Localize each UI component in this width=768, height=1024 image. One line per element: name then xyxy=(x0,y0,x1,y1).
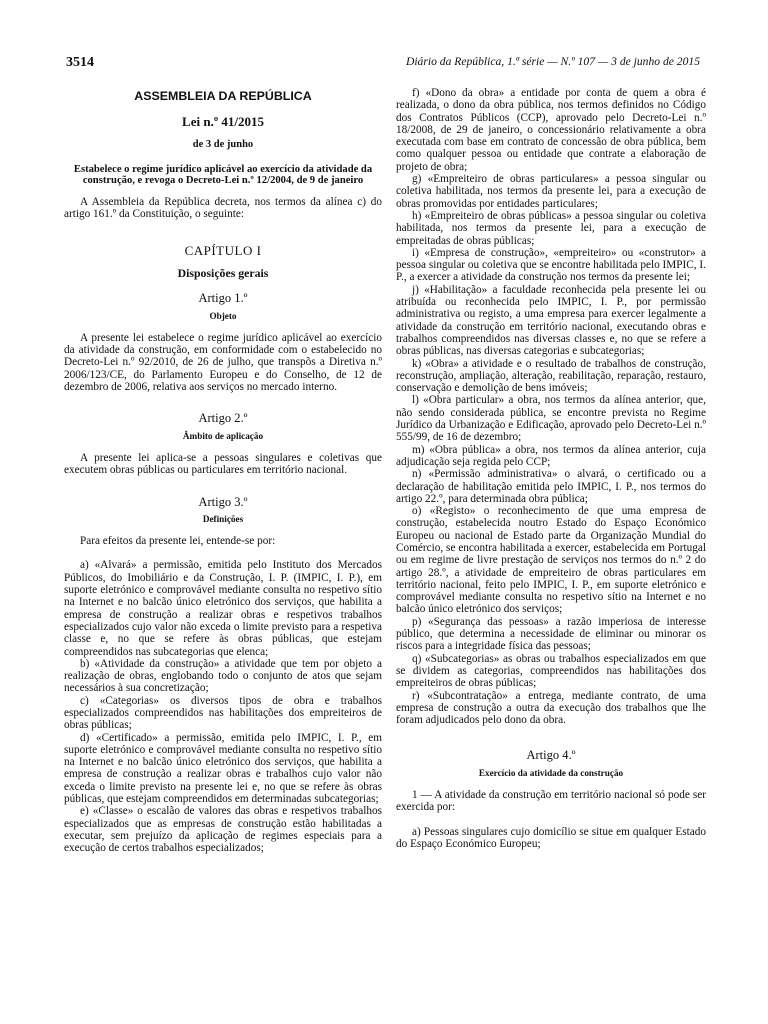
article-2-text: A presente lei aplica-se a pessoas singulares e coletivas que executem obras públicas ou particulares em território nacional. xyxy=(64,451,382,477)
definition-l: l) «Obra particular» a obra, nos termos da alínea anterior, que, não sendo considerada pública, se encontre prevista no Regime Jurídico da Urbanização e Edificação, aprovado pelo Decreto-Lei n.º 555/99, de 16 de dezembro; xyxy=(396,394,706,444)
law-date: de 3 de junho xyxy=(192,138,254,150)
definition-k: k) «Obra» a atividade e o resultado de trabalhos de construção, reconstrução, ampliação, alteração, reabilitação, reparação, restauro, conservação e demolição de bens imóveis; xyxy=(396,357,706,395)
chapter-title: Disposições gerais xyxy=(177,265,269,280)
chapter-heading: CAPÍTULO I xyxy=(184,242,262,258)
article-1-text: A presente lei estabelece o regime jurídico aplicável ao exercício da atividade da construção, em conformidade com o estabelecido no Decreto-Lei n.º 92/2010, de 26 de julho, que transpõs a Diretiva n.º 2006/123/CE, do Parlamento Europeu e do Conselho, de 12 de dezembro de 2006, relativa aos serviços no mercado interno. xyxy=(64,331,382,394)
article-4-epigraph: Exercício da atividade da construção xyxy=(478,767,624,778)
definition-b: b) «Atividade da construção» a atividade que tem por objeto a realização de obras, englobando todo o conjunto de atos que sejam necessários à sua concretização; xyxy=(64,657,382,695)
definition-p: p) «Segurança das pessoas» a razão imperiosa de interesse público, que determina a necessidade de eliminar ou minorar os riscos para a integridade física das pessoas; xyxy=(396,615,706,653)
law-subject: Estabelece o regime jurídico aplicável ao exercício da atividade da construção, e revoga o Decreto-Lei n.º 12/2004, de 9 de janeiro xyxy=(73,163,373,187)
page-number: 3514 xyxy=(66,55,94,70)
article-4-heading: Artigo 4.º xyxy=(526,748,576,763)
article-4-paragraph-1: 1 — A atividade da construção em território nacional só pode ser exercida por: xyxy=(396,789,706,814)
definition-j: j) «Habilitação» a faculdade reconhecida pela presente lei ou atribuída ou reconhecida pelo IMPIC, I. P., por permissão administrativa ou registo, a uma empresa para exercer legalmente a atividade da construção em território nacional, executando obras e trabalhos compreendidos nas diversas classes e, no que se refere a obras públicas, nas diversas categorias e subcategorias; xyxy=(396,283,706,358)
definition-e: e) «Classe» o escalão de valores das obras e respetivos trabalhos especializados que as empresas de construção estão habilitadas a executar, sem prejuízo da aplicação de regimes especiais para a execução de certos trabalhos especializados; xyxy=(64,805,382,855)
definition-r: r) «Subcontratação» a entrega, mediante contrato, de uma empresa de construção a outra da execução dos trabalhos que lhe foram adjudicados pelo dono da obra. xyxy=(396,689,706,727)
article-2-epigraph: Âmbito de aplicação xyxy=(182,430,264,441)
article-1-epigraph: Objeto xyxy=(209,310,237,321)
definition-c: c) «Categorias» os diversos tipos de obra e trabalhos especializados compreendidos nas habilitações dos empreiteiros de obras públicas; xyxy=(64,694,382,732)
definition-a: a) «Alvará» a permissão, emitida pelo Instituto dos Mercados Públicos, do Imobiliário e da Construção, I. P. (IMPIC, I. P.), em suporte eletrónico e comprovável mediante consulta no respetivo sítio na Internet e no balcão único eletrónico dos serviços, que habilita a empresa de construção a realizar obras e respetivos trabalhos especializados cujo valor não exceda o limite previsto para a respetiva classe e, no que se refere às obras públicas, que estejam compreendidos nas subcategorias que elenca; xyxy=(64,559,382,658)
article-3-epigraph: Definições xyxy=(202,513,244,524)
definition-n: n) «Permissão administrativa» o alvará, o certificado ou a declaração de habilitação emitida pelo IMPIC, I. P., nos termos do artigo 22.º, para determinada obra pública; xyxy=(396,468,706,505)
article-3-heading: Artigo 3.º xyxy=(198,494,248,509)
journal-title: Diário da República, 1.ª série — N.º 107 — 3 de junho de 2015 xyxy=(405,55,700,68)
issuer-heading: ASSEMBLEIA DA REPÚBLICA xyxy=(134,89,312,103)
article-2-heading: Artigo 2.º xyxy=(198,411,248,426)
article-3-intro: Para efeitos da presente lei, entende-se por: xyxy=(80,535,276,548)
intro-paragraph: A Assembleia da República decreta, nos termos da alínea c) do artigo 161.º da Constituição, o seguinte: xyxy=(64,196,382,221)
definition-g: g) «Empreiteiro de obras particulares» a pessoa singular ou coletiva habilitada, nos termos da presente lei, para a execução de obras promovidas por entidades particulares; xyxy=(396,173,706,210)
article-1-heading: Artigo 1.º xyxy=(198,291,248,306)
definition-o: o) «Registo» o reconhecimento de que uma empresa de construção, estabelecida noutro Estado do Espaço Económico Europeu ou nacional de Estado parte da Organização Mundial do Comércio, se encontra habilitada a exercer, estabelecida em Portugal ou em regime de livre prestação de serviços nos termos do n.º 2 do artigo 28.º, a atividade de empreiteiro de obras particulares em território nacional, feito pelo IMPIC, I. P., em suporte eletrónico e comprovável mediante consulta no respetivo sítio na Internet e no balcão único eletrónico dos serviços; xyxy=(396,505,706,616)
article-4-item-a: a) Pessoas singulares cujo domicílio se situe em qualquer Estado do Espaço Económico Europeu; xyxy=(396,825,706,850)
right-column xyxy=(396,87,706,850)
definition-q: q) «Subcategorias» as obras ou trabalhos especializados em que se dividem as categorias, compreendidos nas habilitações dos empreiteiros de obras públicas; xyxy=(396,652,706,690)
definition-m: m) «Obra pública» a obra, nos termos da alínea anterior, cuja adjudicação seja regida pelo CCP; xyxy=(396,443,706,468)
definition-i: i) «Empresa de construção», «empreiteiro» ou «construtor» a pessoa singular ou coletiva que se encontre habilitada pelo IMPIC, I. P., a exercer a atividade da construção nos termos da presente lei; xyxy=(396,246,706,284)
law-number: Lei n.º 41/2015 xyxy=(182,114,264,130)
definition-h: h) «Empreiteiro de obras públicas» a pessoa singular ou coletiva habilitada, nos termos da presente lei, para a execução de empreitadas de obras públicas; xyxy=(396,209,706,247)
definition-f: f) «Dono da obra» a entidade por conta de quem a obra é realizada, o dono da obra pública, nos termos definidos no Código dos Contratos Públicos (CCP), aprovado pelo Decreto-Lei n.º 18/2008, de 29 de janeiro, o concessionário relativamente a obra executada com base em contrato de concessão de obra pública, bem como qualquer pessoa ou entidade que contrate a elaboração de projeto de obra; xyxy=(396,87,706,173)
left-column xyxy=(64,88,382,855)
definition-d: d) «Certificado» a permissão, emitida pelo IMPIC, I. P., em suporte eletrónico e comprovável mediante consulta no respetivo sítio na Internet e no balcão único eletrónico dos serviços, que habilita a empresa de construção a realizar obras e trabalhos cujo valor não exceda o limite previsto na presente lei e, no que se refere às obras públicas, que estejam compreendidos em determinadas subcategorias; xyxy=(64,731,382,806)
